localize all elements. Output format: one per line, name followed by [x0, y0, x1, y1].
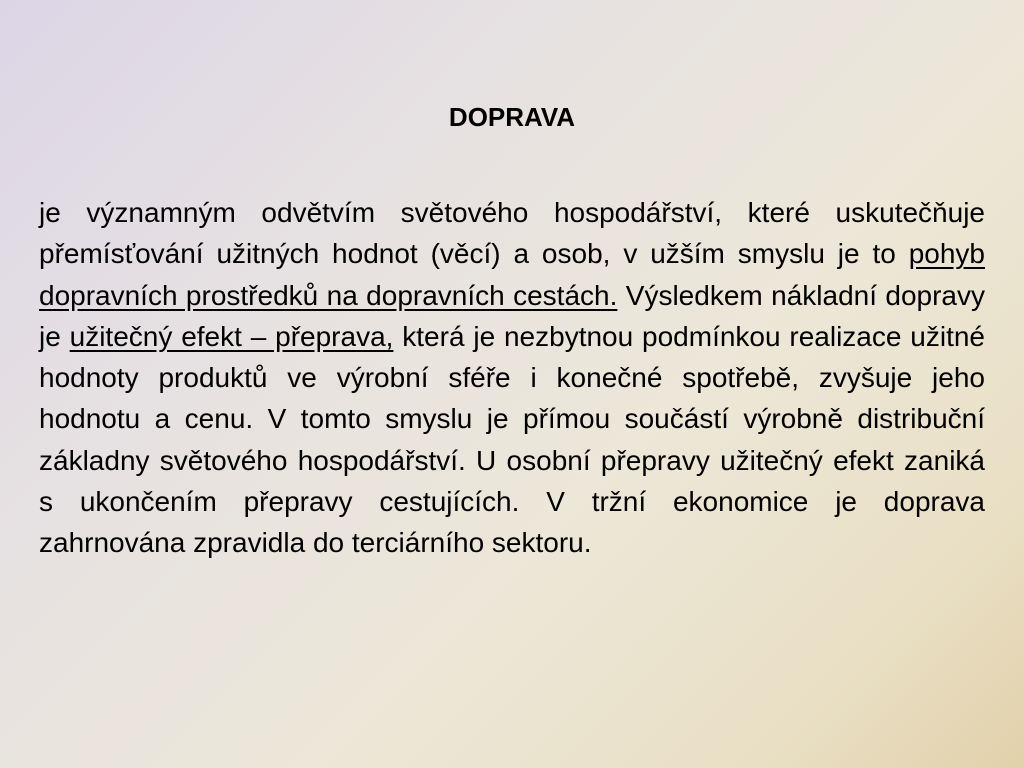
body-paragraph — [39, 192, 985, 564]
underlined-phrase-useful-effect: užitečný efekt – přeprava, — [69, 320, 394, 352]
paragraph-text-1: je významným odvětvím světového hospodářství, které uskutečňuje přemísťování užitných hodnot (věcí) a osob, v užším smyslu je to — [39, 197, 985, 270]
paragraph-text-2: Výsledkem nákladní dopravy je — [39, 279, 986, 352]
slide-title: DOPRAVA — [448, 102, 576, 132]
underlined-phrase-transport-movement: pohyb dopravních prostředků na dopravních cestách. — [39, 238, 985, 311]
paragraph-text-3: která je nezbytnou podmínkou realizace užitné hodnoty produktů ve výrobní sféře i konečné spotřebě, zvyšuje jeho hodnotu a cenu. V tomto smyslu je přímou součástí výrobně distribuční základny světového hospodářství. U osobní přepravy užitečný efekt zaniká s ukončením přepravy cestujících. V tržní ekonomice je doprava zahrnována zpravidla do terciárního sektoru. — [39, 320, 986, 559]
